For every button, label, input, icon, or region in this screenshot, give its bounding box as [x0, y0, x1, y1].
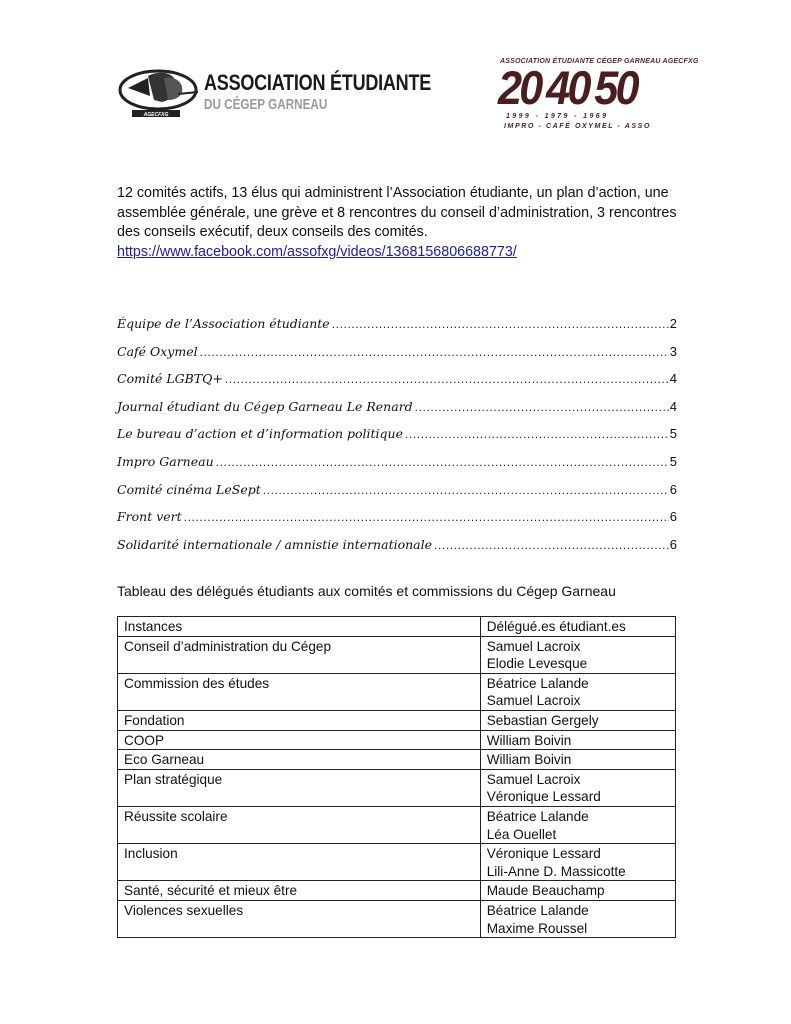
toc-item-page: 3 [669, 343, 677, 359]
delegate-name: Maude Beauchamp [486, 883, 605, 899]
table-row [118, 710, 676, 730]
column-header-instances: Instances [118, 617, 481, 637]
logo-badge: AGECFXG [143, 112, 169, 118]
delegate-name: Samuel Lacroix [486, 771, 581, 787]
delegate-name: Lili-Anne D. Massicotte [486, 863, 626, 879]
delegate-name: Béatrice Lalande [486, 808, 589, 824]
instance-cell: Commission des études [118, 673, 481, 710]
toc-item-label: Comité cinéma LeSept [117, 481, 261, 497]
delegates-cell [480, 730, 675, 750]
toc-item-label: Le bureau d’action et d’information politique [117, 426, 403, 442]
toc-item[interactable] [117, 316, 677, 344]
instance-cell: Fondation [118, 710, 481, 730]
facebook-video-link[interactable]: https://www.facebook.com/assofxg/videos/1368156806688773/ [117, 243, 517, 260]
instance-cell: Inclusion [118, 844, 481, 881]
logo-title: ASSOCIATION ÉTUDIANTE [204, 70, 432, 95]
delegates-table [117, 616, 676, 938]
delegates-cell [480, 844, 675, 881]
delegate-name: William Boivin [486, 752, 572, 768]
toc-item-page: 2 [669, 316, 677, 331]
anniversary-number: 40 [546, 61, 589, 114]
table-row [118, 636, 676, 673]
anniversary-numbers [498, 61, 642, 114]
delegate-name: Véronique Lessard [486, 789, 601, 805]
delegates-cell [480, 769, 675, 806]
instance-cell: Conseil d’administration du Cégep [118, 636, 481, 673]
toc-leader-dots [216, 455, 669, 469]
intro-section [117, 184, 687, 262]
table-row [118, 900, 676, 937]
toc-item[interactable] [117, 426, 677, 454]
table-row [118, 730, 676, 750]
table-row [118, 806, 676, 843]
anniversary-labels: IMPRO - CAFÉ OXYMEL - ASSO [504, 123, 651, 130]
delegate-name: Maxime Roussel [486, 920, 588, 936]
toc-item-page: 6 [669, 509, 677, 525]
anniversary-number: 20 [498, 61, 541, 114]
toc-leader-dots [415, 400, 669, 414]
anniversary-logo-top-line: ASSOCIATION ÉTUDIANTE CÉGEP GARNEAU AGECFXG [500, 58, 699, 65]
delegates-cell [480, 750, 675, 770]
toc-item-page: 5 [669, 426, 677, 442]
delegate-name: Béatrice Lalande [486, 675, 589, 691]
delegates-cell [480, 636, 675, 673]
toc-item[interactable] [117, 509, 677, 537]
table-header-row [118, 617, 676, 637]
toc-item-label: Impro Garneau [117, 453, 214, 469]
table-of-contents [117, 316, 677, 564]
instance-cell: Plan stratégique [118, 769, 481, 806]
table-caption: Tableau des délégués étudiants aux comités et commissions du Cégep Garneau [117, 583, 616, 599]
toc-item-label: Équipe de l’Association étudiante [117, 316, 330, 331]
toc-leader-dots [332, 317, 669, 331]
toc-item-page: 6 [669, 536, 677, 552]
toc-item-label: Comité LGBTQ+ [117, 371, 223, 387]
logo-subtitle: DU CÉGEP GARNEAU [204, 96, 328, 113]
toc-leader-dots [225, 372, 669, 386]
instance-cell: Santé, sécurité et mieux être [118, 881, 481, 901]
delegate-name: Léa Ouellet [486, 826, 557, 842]
toc-leader-dots [200, 345, 669, 359]
table-row [118, 881, 676, 901]
delegates-cell [480, 881, 675, 901]
toc-item[interactable] [117, 344, 677, 372]
toc-leader-dots [263, 483, 669, 497]
table-row [118, 769, 676, 806]
toc-leader-dots [434, 538, 669, 552]
delegate-name: Samuel Lacroix [486, 693, 581, 709]
toc-item[interactable] [117, 454, 677, 482]
toc-item[interactable] [117, 482, 677, 510]
toc-item[interactable] [117, 371, 677, 399]
anniversary-number: 50 [594, 61, 637, 114]
instance-cell: Eco Garneau [118, 750, 481, 770]
table-row [118, 750, 676, 770]
instance-cell: Réussite scolaire [118, 806, 481, 843]
toc-item-page: 4 [669, 398, 677, 414]
toc-item-label: Café Oxymel [117, 343, 198, 359]
toc-item[interactable] [117, 399, 677, 427]
intro-text: 12 comités actifs, 13 élus qui administrent l’Association étudiante, un plan d’action, une assemblée générale, une grève et 8 rencontres du conseil d’administration, 3 rencontres des conseils exécutif, deux conseils des comités. [117, 185, 677, 240]
delegates-cell [480, 806, 675, 843]
delegate-name: Béatrice Lalande [486, 902, 589, 918]
delegates-cell [480, 710, 675, 730]
delegate-name: Samuel Lacroix [486, 638, 581, 654]
anniversary-logo [494, 56, 699, 136]
delegate-name: William Boivin [486, 732, 572, 748]
delegate-name: Véronique Lessard [486, 846, 601, 862]
heads-emblem-icon [118, 66, 204, 124]
toc-leader-dots [184, 510, 669, 524]
toc-leader-dots [405, 427, 669, 441]
delegate-name: Elodie Levesque [486, 656, 588, 672]
instance-cell: Violences sexuelles [118, 900, 481, 937]
anniversary-years: 1999 - 1979 - 1969 [506, 113, 609, 120]
toc-item-page: 5 [669, 453, 677, 469]
association-logo [118, 66, 432, 122]
toc-item-label: Solidarité internationale / amnistie internationale [117, 536, 433, 552]
table-row [118, 673, 676, 710]
toc-item-page: 6 [669, 481, 677, 497]
toc-item-label: Journal étudiant du Cégep Garneau Le Renard [117, 398, 413, 414]
toc-item-page: 4 [669, 371, 677, 387]
column-header-delegates: Délégué.es étudiant.es [480, 617, 675, 637]
delegates-cell [480, 673, 675, 710]
toc-item[interactable] [117, 537, 677, 565]
toc-item-label: Front vert [117, 509, 182, 525]
table-row [118, 844, 676, 881]
delegate-name: Sebastian Gergely [486, 712, 599, 728]
instance-cell: COOP [118, 730, 481, 750]
delegates-cell [480, 900, 675, 937]
